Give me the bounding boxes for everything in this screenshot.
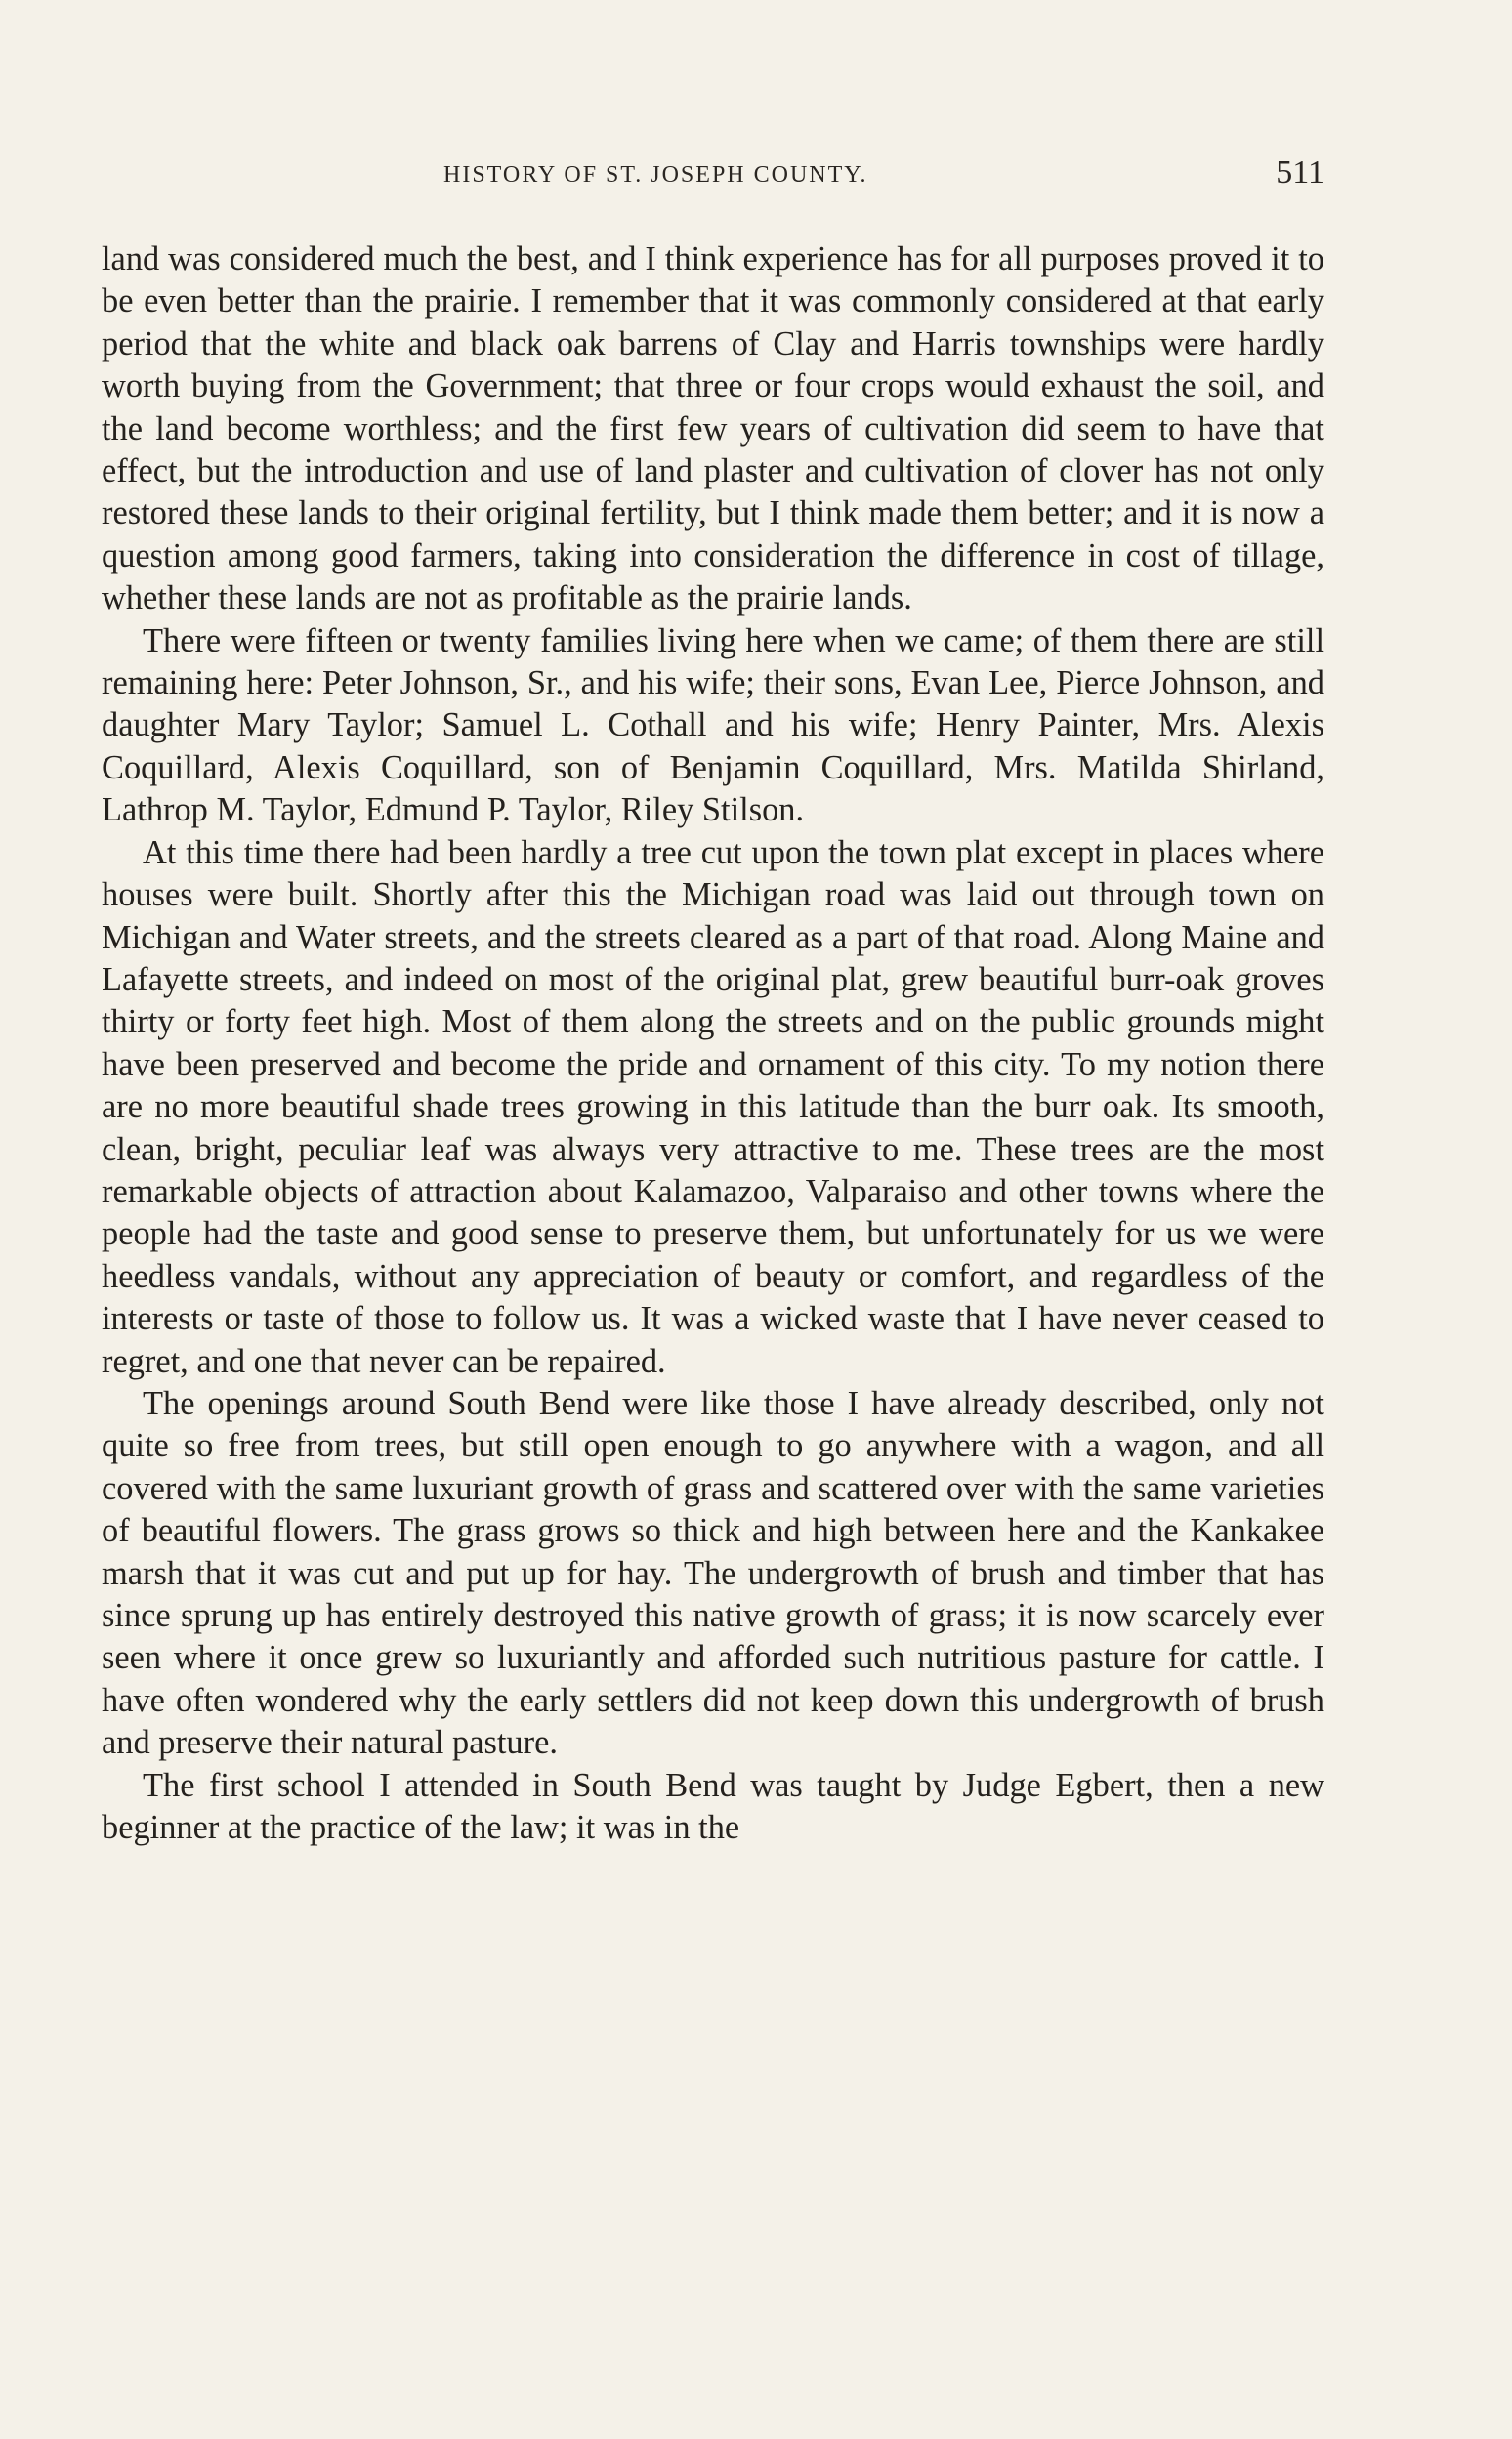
running-head bbox=[102, 154, 1324, 193]
paragraph-families: There were fifteen or twenty families living here when we came; of them there are still remaining here: Peter Johnson, Sr., and his wife; their sons, Evan Lee, Pierce Johnson, and daughter Mary Taylor; Samuel L. Cothall and his wife; Henry Painter, Mrs. Alexis Coquillard, Alexis Coquillard, son of Benjamin Coquillard, Mrs. Matilda Shirland, Lathrop M. Taylor, Edmund P. Taylor, Riley Stilson. bbox=[102, 621, 1324, 829]
paragraph-first-school: The first school I attended in South Bend was taught by Judge Egbert, then a new beginner at the practice of the law; it was in the bbox=[102, 1766, 1324, 1847]
paragraph-openings: The openings around South Bend were like those I have already described, only not quite so free from trees, but still open enough to go anywhere with a wagon, and all covered with the same luxuriant growth of grass and scattered over with the same varieties of beautiful flowers. The grass grows so thick and high between here and the Kankakee marsh that it was cut and put up for hay. The undergrowth of brush and timber that has since sprung up has entirely destroyed this native growth of grass; it is now scarcely ever seen where it once grew so luxuriantly and afforded such nutritious pasture for cattle. I have often wondered why the early settlers did not keep down this undergrowth of brush and preserve their natural pasture. bbox=[102, 1384, 1324, 1762]
paragraph-burr-oak: At this time there had been hardly a tree cut upon the town plat except in places where houses were built. Shortly after this the Michigan road was laid out through town on Michigan and Water streets, and the streets cleared as a part of that road. Along Maine and Lafayette streets, and indeed on most of the original plat, grew beautiful burr-oak groves thirty or forty feet high. Most of them along the streets and on the public grounds might have been preserved and become the pride and ornament of this city. To my notion there are no more beautiful shade trees growing in this latitude than the burr oak. Its smooth, clean, bright, peculiar leaf was always very attractive to me. These trees are the most remarkable objects of attraction about Kalamazoo, Valparaiso and other towns where the people had the taste and good sense to preserve them, but unfortunately for us we were heedless vandals, without any appreciation of beauty or comfort, and regardless of the interests or taste of those to follow us. It was a wicked waste that I have never ceased to regret, and one that never can be repaired. bbox=[102, 833, 1324, 1380]
page-number: 511 bbox=[1276, 154, 1324, 190]
body-text bbox=[102, 238, 1324, 1849]
running-title: HISTORY OF ST. JOSEPH COUNTY. bbox=[443, 162, 868, 188]
paragraph-continued: land was considered much the best, and I think experience has for all purposes proved it to be even better than the prairie. I remember that it was commonly considered at that early period that the white and black oak barrens of Clay and Harris townships were hardly worth buying from the Government; that three or four crops would exhaust the soil, and the land become worthless; and the first few years of cultivation did seem to have that effect, but the introduction and use of land plaster and cultivation of clover has not only restored these lands to their original fertility, but I think made them better; and it is now a question among good farmers, taking into consideration the difference in cost of tillage, whether these lands are not as profitable as the prairie lands. bbox=[102, 240, 1324, 617]
